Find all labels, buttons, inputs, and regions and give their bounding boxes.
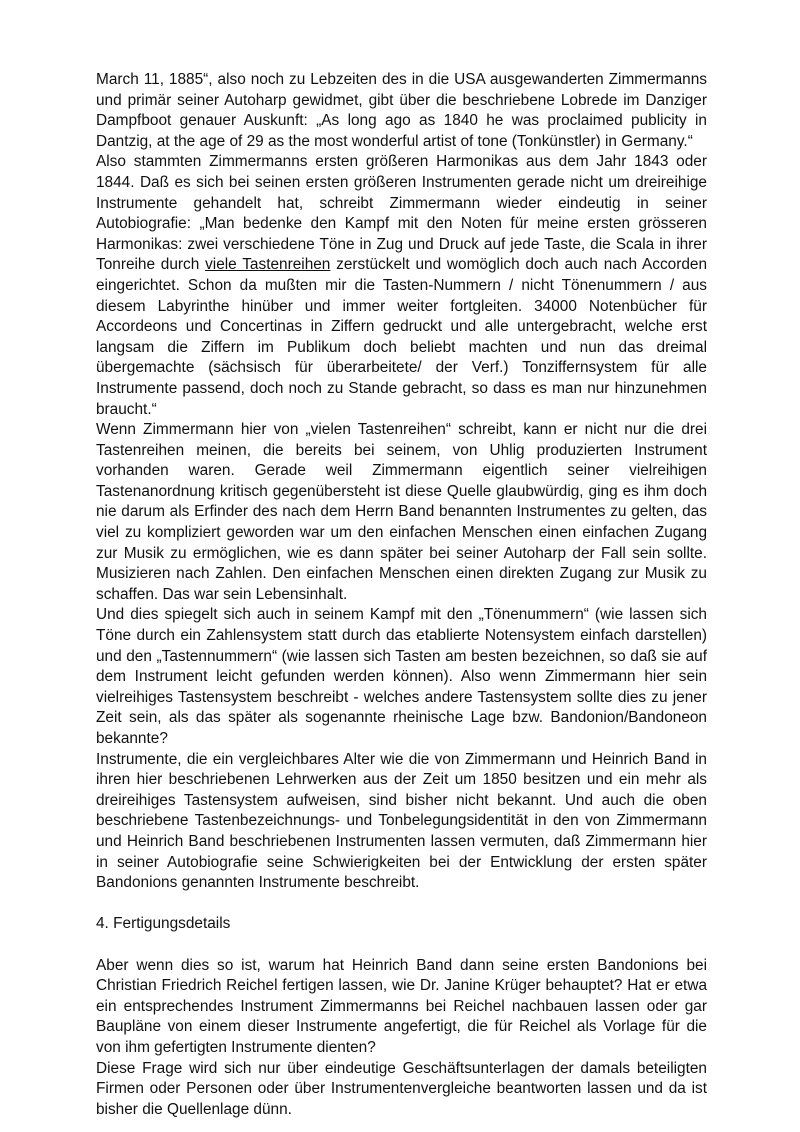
body-paragraph: March 11, 1885“, also noch zu Lebzeiten des in die USA ausgewanderten Zimmermanns und primär seiner Autoharp gewidmet, gibt über die beschriebene Lobrede im Danziger Dampfboot genauer Auskunft: „As long ago as 1840 he was proclaimed publicity in Dantzig, at the age of 29 as the most wonderful artist of tone (Tonkünstler) in Germany.“ (96, 71, 707, 150)
body-paragraph (96, 152, 707, 420)
body-paragraph: Und dies spiegelt sich auch in seinem Kampf mit den „Tönenummern“ (wie lassen sich Töne durch ein Zahlensystem statt durch das etablierte Notensystem einfach darstellen) und den „Tastennummern“ (wie lassen sich Tasten am besten bezeichnen, so daß sie auf dem Instrument leicht gefunden werden können). Also wenn Zimmermann hier sein vielreihiges Tastensystem beschreibt - welches andere Tastensystem sollte dies zu jener Zeit sein, als das später als sogenannte rheinische Lage bzw. Bandonion/Bandoneon bekannte? (96, 606, 707, 747)
document-page (96, 70, 707, 1120)
underlined-phrase: viele Tastenreihen (205, 256, 331, 274)
body-paragraph: Instrumente, die ein vergleichbares Alter wie die von Zimmermann und Heinrich Band in ihren hier beschriebenen Lehrwerken aus der Zeit um 1850 besitzen und ein mehr als dreireihiges Tastensystem aufweisen, sind bisher nicht bekannt. Und auch die oben beschriebene Tastenbezeichnungs- und Tonbelegungsidentität in den von Zimmermann und Heinrich Band beschriebenen Instrumenten lassen vermuten, daß Zimmermann hier in seiner Autobiografie seine Schwierigkeiten bei der Entwicklung der ersten später Bandonions genannten Instrumente beschreibt. (96, 750, 707, 892)
body-paragraph: Diese Frage wird sich nur über eindeutige Geschäftsunterlagen der damals beteiligten Firmen oder Personen oder über Instrumentenvergleiche beantworten lassen und da ist bisher die Quellenlage dünn. (96, 1059, 707, 1118)
body-paragraph: Aber wenn dies so ist, warum hat Heinrich Band dann seine ersten Bandonions bei Christian Friedrich Reichel fertigen lassen, wie Dr. Janine Krüger behauptet? Hat er etwa ein entsprechendes Instrument Zimmermanns bei Reichel nachbauen lassen oder gar Baupläne von einem dieser Instrumente angefertigt, die für Reichel als Vorlage für die von ihm gefertigten Instrumente dienten? (96, 956, 707, 1056)
section-heading: 4. Fertigungsdetails (96, 915, 231, 933)
blank-line (96, 935, 707, 956)
paragraph-text: Also stammten Zimmermanns ersten größeren Harmonikas aus dem Jahr 1843 oder 1844. Daß es sich bei seinen ersten größeren Instrumenten gerade nicht um dreireihige Instrumente gehandelt hat, schreibt Zimmermann wieder eindeutig in seiner Autobiografie: „Man bedenke den Kampf mit den Noten für meine ersten grösseren Harmonikas: zwei verschiedene Töne in Zug und Druck auf jede Taste, die Scala in ihrer Tonreihe durch (96, 153, 707, 274)
body-paragraph: Wenn Zimmermann hier von „vielen Tastenreihen“ schreibt, kann er nicht nur die drei Tastenreihen meinen, die bereits bei seinem, von Uhlig produzierten Instrument vorhanden waren. Gerade weil Zimmermann eigentlich seiner vielreihigen Tastenanordnung kritisch gegenübersteht ist diese Quelle glaubwürdig, ging es ihm doch nie darum als Erfinder des nach dem Herrn Band benannten Instrumentes zu gelten, das viel zu kompliziert geworden war um den einfachen Menschen einen einfachen Zugang zur Musik zu ermöglichen, wie es dann später bei seiner Autoharp der Fall sein sollte. Musizieren nach Zahlen. Den einfachen Menschen einen direkten Zugang zur Musik zu schaffen. Das war sein Lebensinhalt. (96, 421, 707, 603)
paragraph-text: zerstückelt und womöglich doch auch nach Accorden eingerichtet. Schon da mußten mir die Tasten-Nummern / nicht Tönenummern / aus diesem Labyrinthe hinüber und immer weiter fortgleiten. 34000 Notenbücher für Accordeons und Concertinas in Ziffern gedruckt und alle untergebracht, welche erst langsam die Ziffern im Publikum doch beliebt machten und nun das dreimal übergemachte (sächsisch für überarbeitete/ der Verf.) Tonziffernsystem für alle Instrumente passend, doch noch zu Stande gebracht, so dass es man nur hinzunehmen braucht.“ (96, 256, 708, 418)
blank-line (96, 894, 707, 915)
